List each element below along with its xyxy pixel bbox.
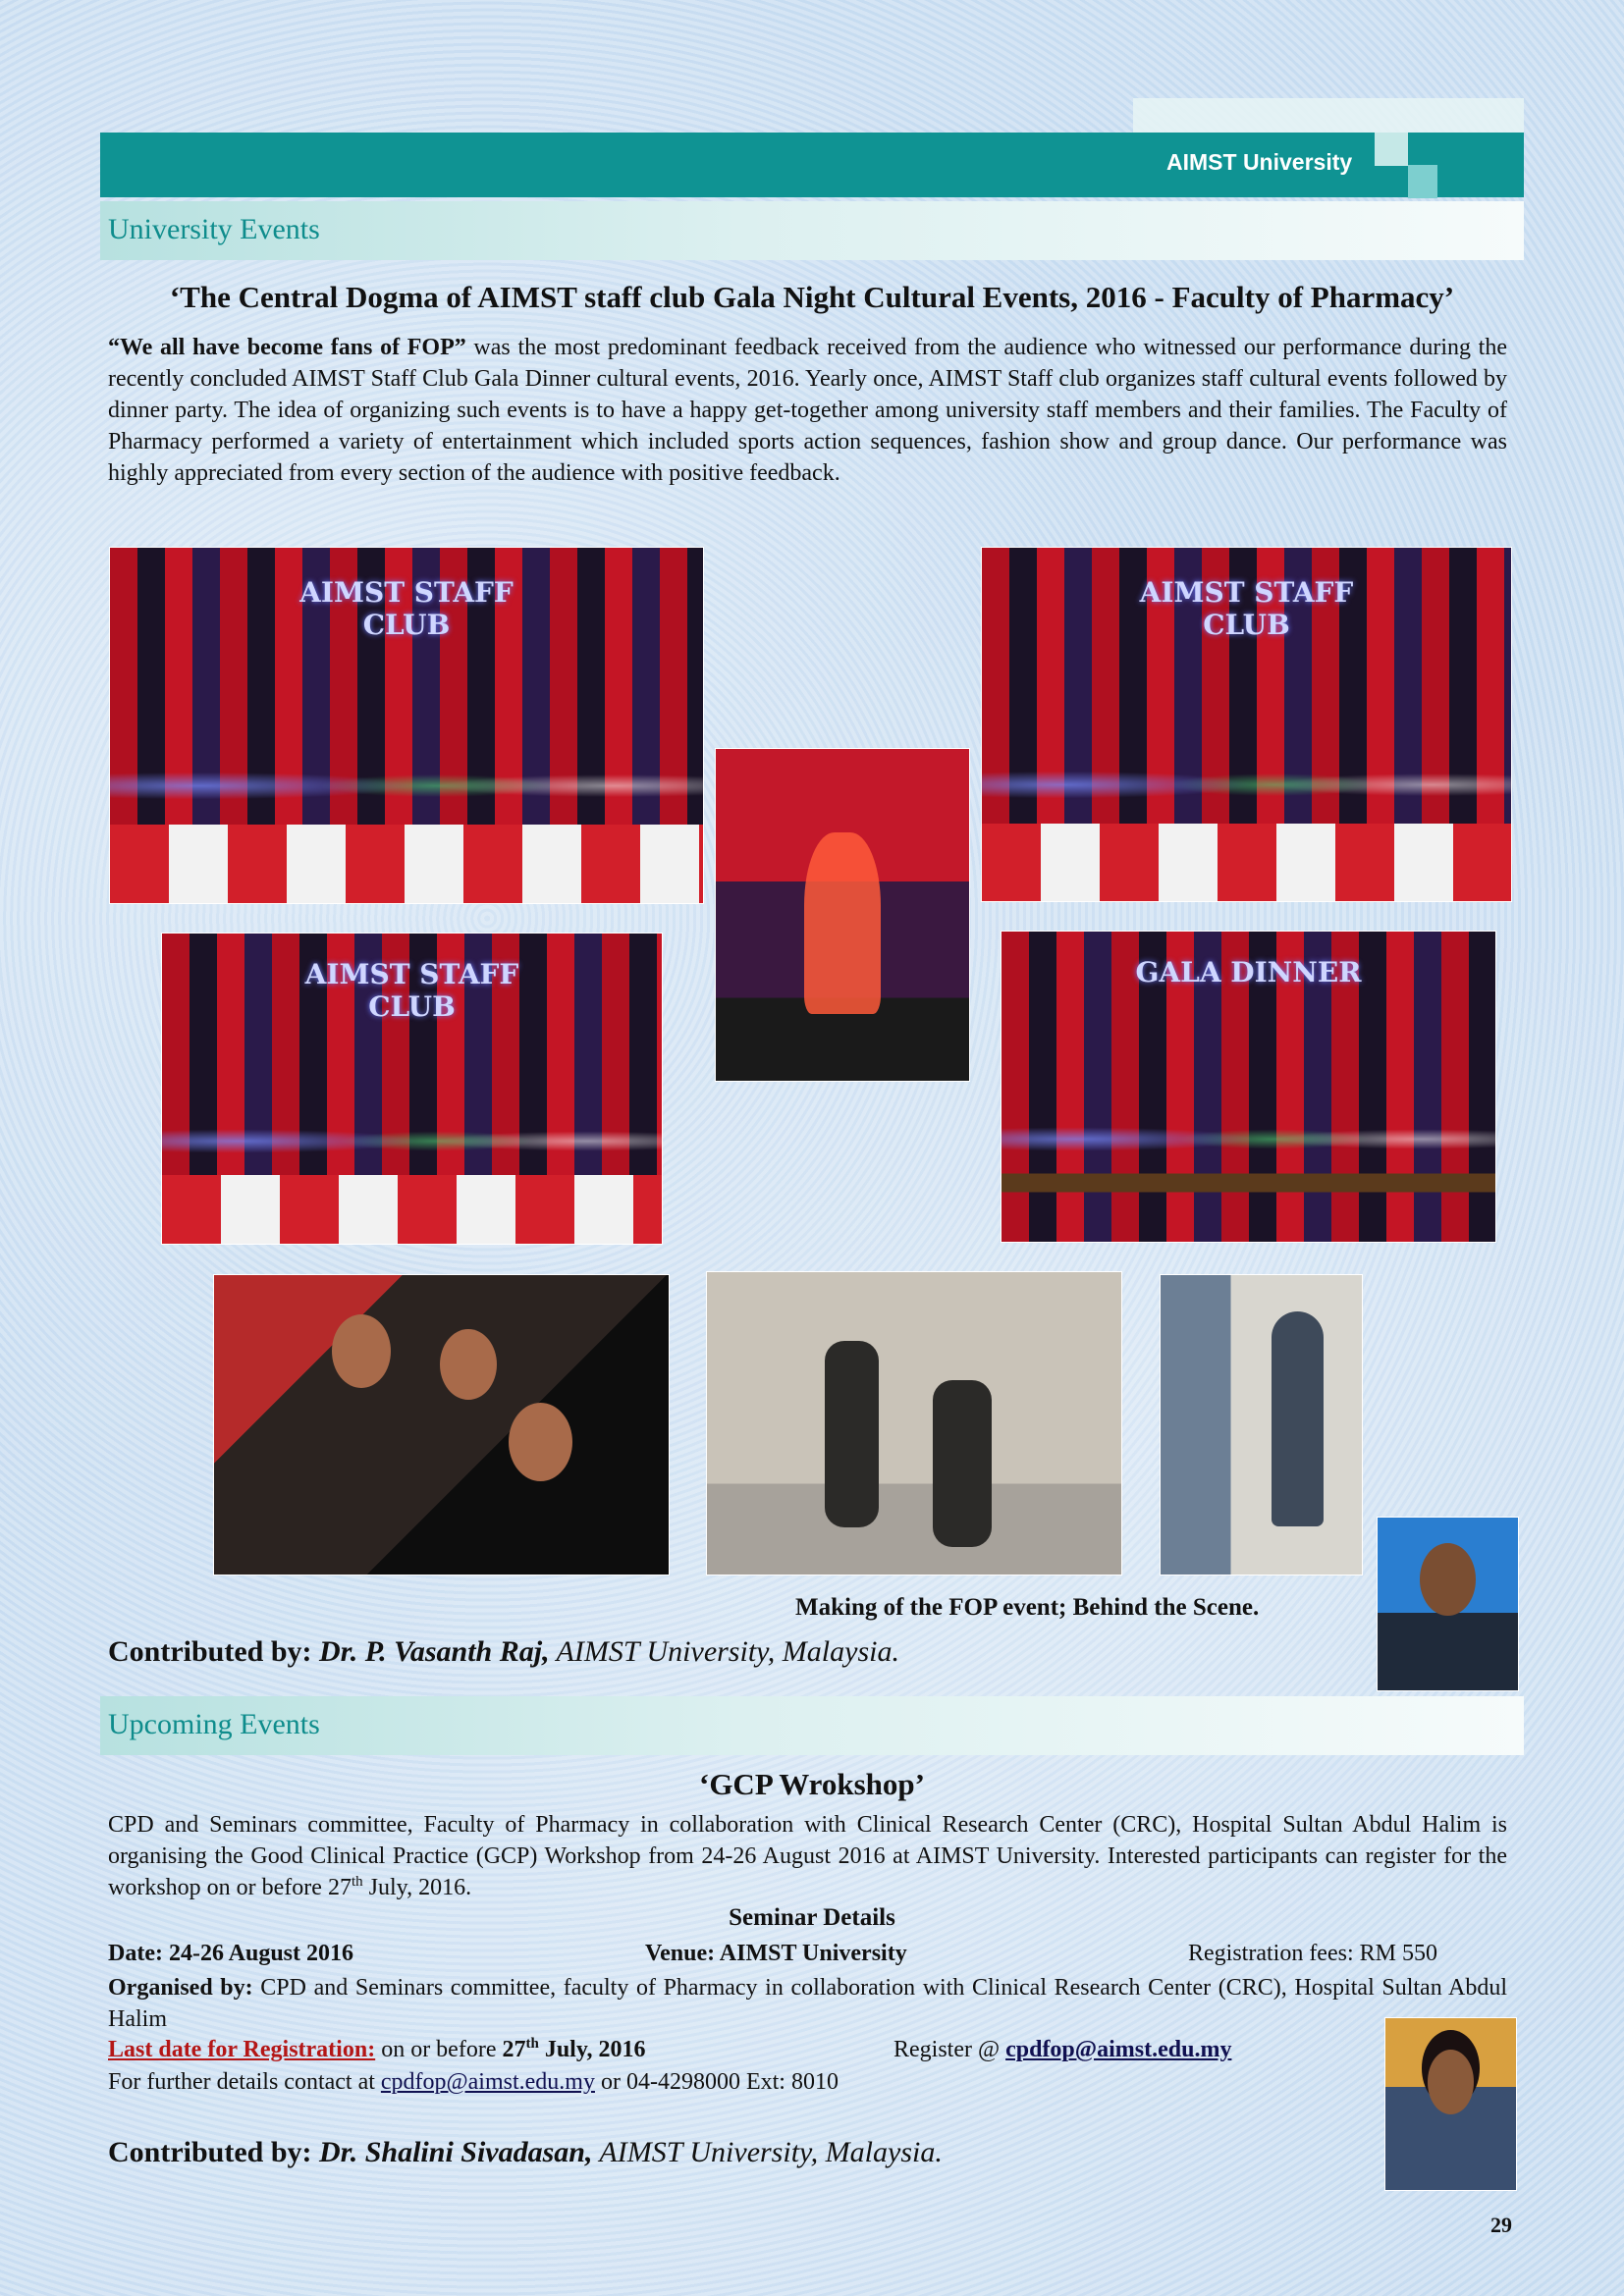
contact-email-link[interactable]: cpdfop@aimst.edu.my bbox=[380, 2069, 595, 2095]
header-decor-square bbox=[1408, 165, 1437, 198]
register-email-link[interactable]: cpdfop@aimst.edu.my bbox=[1005, 2037, 1232, 2062]
seminar-venue: Venue: AIMST University bbox=[645, 1941, 907, 1966]
contributor-name: Dr. P. Vasanth Raj, bbox=[319, 1635, 550, 1668]
photo-contributor-shalini bbox=[1384, 2017, 1517, 2191]
photo-stage-group-1 bbox=[109, 547, 704, 904]
contributor-affiliation: AIMST University, Malaysia. bbox=[592, 2136, 943, 2168]
event-contributor: Contributed by: Dr. P. Vasanth Raj, AIMST University, Malaysia. bbox=[108, 1635, 899, 1668]
stage-sign-text: AIMST STAFF CLUB bbox=[1139, 575, 1354, 641]
photo-solo-performer bbox=[715, 748, 970, 1082]
section-title-upcoming-events: Upcoming Events bbox=[108, 1708, 320, 1740]
stage-sign-text: GALA DINNER bbox=[1135, 956, 1362, 989]
photo-office bbox=[1160, 1274, 1363, 1575]
register-contact: Register @ cpdfop@aimst.edu.my bbox=[893, 2037, 1232, 2062]
contributor-affiliation: AIMST University, Malaysia. bbox=[549, 1635, 899, 1668]
photo-rehearsal bbox=[706, 1271, 1122, 1575]
seminar-date: Date: 24-26 August 2016 bbox=[108, 1941, 353, 1966]
further-details-contact: For further details contact at cpdfop@aimst.edu.my or 04-4298000 Ext: 8010 bbox=[108, 2069, 839, 2095]
page-number: 29 bbox=[1490, 2213, 1512, 2237]
event-title: ‘The Central Dogma of AIMST staff club Gala Night Cultural Events, 2016 - Faculty of Pharmacy’ bbox=[169, 280, 1455, 314]
seminar-fees: Registration fees: RM 550 bbox=[1188, 1941, 1437, 1966]
photo-stage-group-2 bbox=[981, 547, 1512, 902]
photo-contributor-vasanth-raj bbox=[1377, 1517, 1519, 1691]
photo-stage-group-3 bbox=[161, 933, 663, 1245]
section-title-university-events: University Events bbox=[108, 213, 320, 245]
seminar-organised-by: Organised by: CPD and Seminars committee, faculty of Pharmacy in collaboration with Clinical Research Center (CRC), Hospital Sultan Abdul Halim bbox=[108, 1975, 1507, 2032]
header-decor-square bbox=[1465, 133, 1496, 164]
photo-audience bbox=[213, 1274, 670, 1575]
gcp-paragraph: CPD and Seminars committee, Faculty of Pharmacy in collaboration with Clinical Research Center (CRC), Hospital Sultan Abdul Halim is organising the Good Clinical Practice (GCP) Workshop from 24-26 August 2016 at AIMST University. Interested participants can register for the workshop on or before 27th July, 2016. bbox=[108, 1812, 1507, 1900]
photo-stage-fashion-show bbox=[1001, 931, 1496, 1243]
event-quote: “We all have become fans of FOP” bbox=[108, 335, 466, 360]
registration-deadline: Last date for Registration: on or before 27th July, 2016 bbox=[108, 2036, 646, 2062]
stage-sign-text: AIMST STAFF CLUB bbox=[304, 958, 519, 1024]
photo-caption: Making of the FOP event; Behind the Scene. bbox=[795, 1594, 1260, 1621]
header-university-name: AIMST University bbox=[1166, 149, 1353, 175]
last-date-label: Last date for Registration: bbox=[108, 2037, 376, 2062]
event-body: was the most predominant feedback received from the audience who witnessed our performance during the recently concluded AIMST Staff Club Gala Dinner cultural events, 2016. Yearly once, AIMST Staff club organizes staff cultural events followed by dinner party. The idea of organizing such events is to have a happy get-together among university staff members and their families. The Faculty of Pharmacy performed a variety of entertainment which included sports action sequences, fashion show and group dance. Our performance was highly appreciated from every section of the audience with positive feedback. bbox=[108, 335, 1508, 486]
stage-sign-text: AIMST STAFF CLUB bbox=[299, 575, 514, 641]
seminar-details-heading: Seminar Details bbox=[729, 1904, 895, 1931]
contributor-name: Dr. Shalini Sivadasan, bbox=[319, 2136, 593, 2168]
event-paragraph bbox=[108, 332, 1507, 489]
upcoming-contributor: Contributed by: Dr. Shalini Sivadasan, AIMST University, Malaysia. bbox=[108, 2136, 943, 2168]
gcp-title: ‘GCP Wrokshop’ bbox=[699, 1767, 925, 1801]
header-decor-square bbox=[1375, 133, 1408, 166]
